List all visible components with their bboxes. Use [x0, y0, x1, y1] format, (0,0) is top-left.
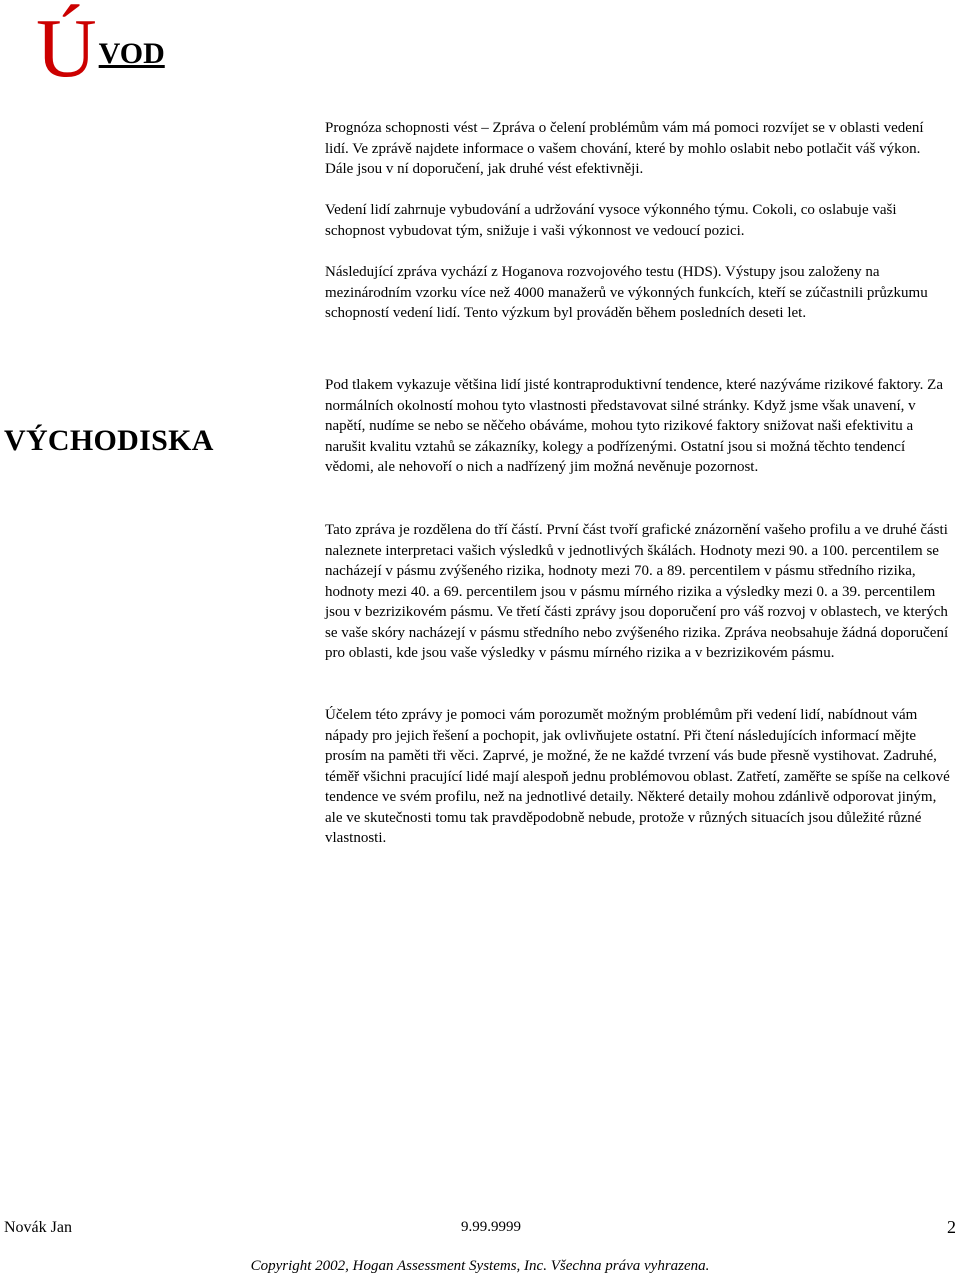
page-title — [36, 4, 165, 94]
footer-author: Novák Jan — [4, 1219, 72, 1236]
title-rest: VOD — [98, 37, 165, 70]
section-heading-vychodiska: VÝCHODISKA — [4, 424, 214, 457]
vychodiska-paragraph-1: Pod tlakem vykazuje většina lidí jisté kontraproduktivní tendence, které nazýváme rizikové faktory. Za normálních okolností mohou tyto vlastnosti představovat silné stránky. Když jsme však unavení, v napětí, nudíme se nebo se něčeho obáváme, mohou tyto rizikové faktory snižovat naši efektivitu a narušit kvalitu vztahů se zákazníky, kolegy a podřízenými. Ostatní jsou si možná těchto tendencí vědomi, ale nehovoří o nich a nadřízený jim možná nevěnuje pozornost. — [325, 377, 943, 475]
page-number: 2 — [947, 1217, 956, 1237]
title-initial-letter: Ú — [36, 2, 97, 95]
intro-paragraph-1: Prognóza schopnosti vést – Zpráva o čelení problémům vám má pomoci rozvíjet se v oblasti vedení lidí. Ve zprávě najdete informace o vašem chování, které by mohlo oslabit nebo potlačit váš výkon. Dále jsou v ní doporučení, jak druhé vést efektivněji. — [325, 120, 924, 177]
intro-paragraph-3: Následující zpráva vychází z Hoganova rozvojového testu (HDS). Výstupy jsou založeny na mezinárodním vzorku více než 4000 manažerů ve výkonných funkcích, kteří se zúčastnili průzkumu schopností vedení lidí. Tento výzkum byl prováděn během posledních deseti let. — [325, 264, 928, 321]
intro-paragraph-2: Vedení lidí zahrnuje vybudování a udržování vysoce výkonného týmu. Cokoli, co oslabuje vaši schopnost vybudovat tým, snižuje i vaši výkonnost ve vedoucí pozici. — [325, 202, 897, 239]
footer-date: 9.99.9999 — [461, 1219, 521, 1235]
footer-copyright: Copyright 2002, Hogan Assessment Systems, Inc. Všechna práva vyhrazena. — [250, 1258, 710, 1274]
vychodiska-paragraph-3: Účelem této zprávy je pomoci vám porozumět možným problémům při vedení lidí, nabídnout vám nápady pro jejich řešení a pochopit, jak ovlivňujete ostatní. Při čtení následujících informací mějte prosím na paměti tři věci. Zaprvé, je možné, že ne každé tvrzení vás bude přesně vystihovat. Zadruhé, téměř všichni pracující lidé mají alespoň jednu problémovou oblast. Zatřetí, zaměřte se spíše na celkové tendence ve svém profilu, než na jednotlivé detaily. Některé detaily mohou zdánlivě odporovat jiným, ale ve skutečnosti tomu tak pravděpodobně nebude, protože v různých situacích jsou důležité různé vlastnosti. — [325, 707, 950, 846]
vychodiska-paragraph-2: Tato zpráva je rozdělena do tří částí. První část tvoří grafické znázornění vašeho profilu a ve druhé části naleznete interpretaci vašich výsledků v jednotlivých škálách. Hodnoty mezi 90. a 100. percentilem se nacházejí v pásmu zvýšeného rizika, hodnoty mezi 70. a 89. percentilem v pásmu středního rizika, hodnoty mezi 40. a 69. percentilem jsou v pásmu mírného rizika a výsledky mezi 0. a 39. percentilem jsou v bezrizikovém pásmu. Ve třetí části zprávy jsou doporučení pro váš rozvoj v oblastech, ve kterých se vaše skóry nacházejí v pásmu středního nebo zvýšeného rizika. Zpráva neobsahuje žádná doporučení pro oblasti, kde jsou vaše výsledky v pásmu mírného rizika a v bezrizikovém pásmu. — [325, 522, 949, 661]
